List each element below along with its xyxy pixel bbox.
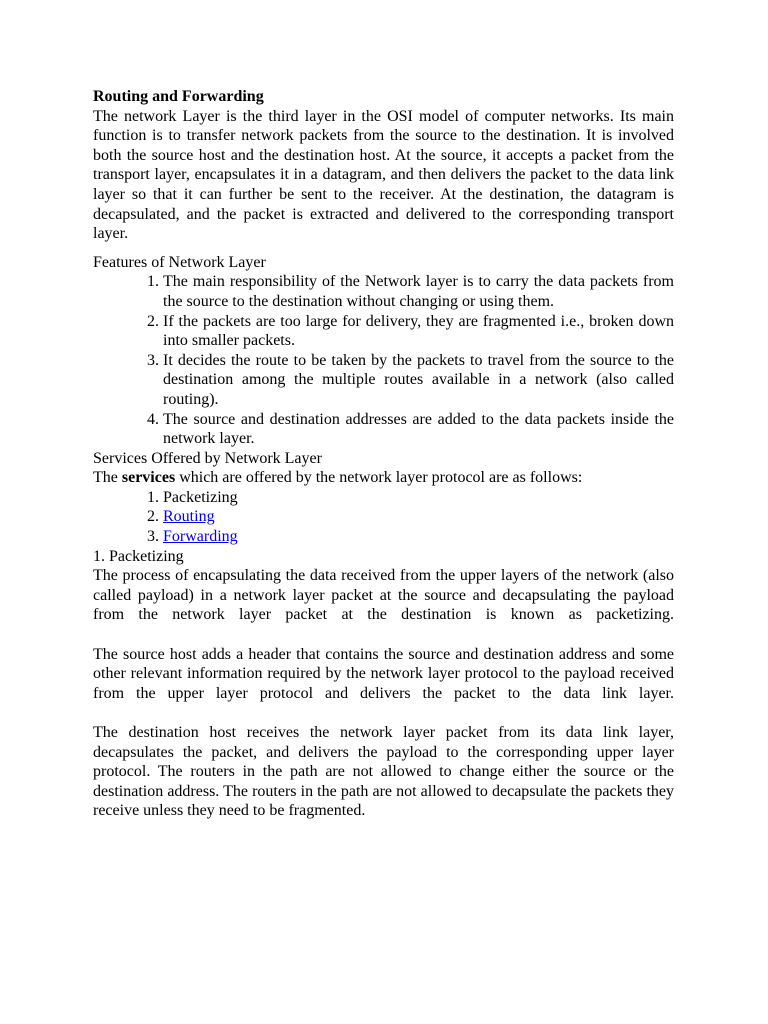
- intro-paragraph: The network Layer is the third layer in the OSI model of computer networks. Its main function is to transfer network packets from the source to the destination. It is involved both the source host and the destination host. At the source, it accepts a packet from the transport layer, encapsulates it in a datagram, and then delivers the packet to the data link layer so that it can further be sent to the receiver. At the destination, the datagram is decapsulated, and the packet is extracted and delivered to the corresponding transport layer.: [93, 107, 674, 243]
- packetizing-paragraph-3: The destination host receives the network layer packet from its data link layer, decapsulates the packet, and delivers the payload to the corresponding upper layer protocol. The routers in the path are not allowed to change either the source or the destination address. The routers in the path are not allowed to decapsulate the packets they receive unless they need to be fragmented.: [93, 724, 674, 820]
- service-item-routing: [163, 507, 674, 527]
- packetizing-paragraph-2: The source host adds a header that contains the source and destination address and some other relevant information required by the network layer protocol to the payload received from the upper layer protocol and delivers the packet to the data link layer.: [93, 645, 674, 702]
- feature-item: 1. The main responsibility of the Network layer is to carry the data packets from the source to the destination without changing or using them.: [163, 272, 674, 311]
- service-item-forwarding: [163, 527, 674, 547]
- features-heading: Features of Network Layer: [93, 253, 266, 271]
- services-intro: [93, 468, 674, 488]
- feature-item: 4. The source and destination addresses are added to the data packets inside the network layer.: [163, 410, 674, 449]
- services-list: [93, 488, 674, 547]
- document-title: Routing and Forwarding: [93, 88, 264, 105]
- paragraph-spacer: [93, 625, 674, 645]
- service-label: Packetizing: [163, 488, 238, 506]
- features-list: [93, 272, 674, 448]
- feature-item: 2. If the packets are too large for delivery, they are fragmented i.e., broken down into smaller packets.: [163, 312, 674, 351]
- feature-item: 3. It decides the route to be taken by the packets to travel from the source to the destination among the multiple routes available in a network (also called routing).: [163, 351, 674, 410]
- services-heading: Services Offered by Network Layer: [93, 449, 322, 467]
- packetizing-paragraph-1: The process of encapsulating the data received from the upper layers of the network (also called payload) in a network layer packet at the source and decapsulating the payload from the network layer packet at the destination is known as packetizing.: [93, 567, 674, 624]
- services-bold-word: services: [121, 469, 176, 487]
- service-item-packetizing: [163, 488, 674, 508]
- paragraph-spacer: [93, 703, 674, 723]
- packetizing-heading: 1. Packetizing: [93, 547, 184, 565]
- services-intro-post: which are offered by the network layer protocol are as follows:: [175, 469, 583, 487]
- forwarding-link[interactable]: Forwarding: [163, 528, 238, 546]
- routing-link[interactable]: Routing: [163, 508, 215, 526]
- services-intro-pre: The: [93, 469, 122, 487]
